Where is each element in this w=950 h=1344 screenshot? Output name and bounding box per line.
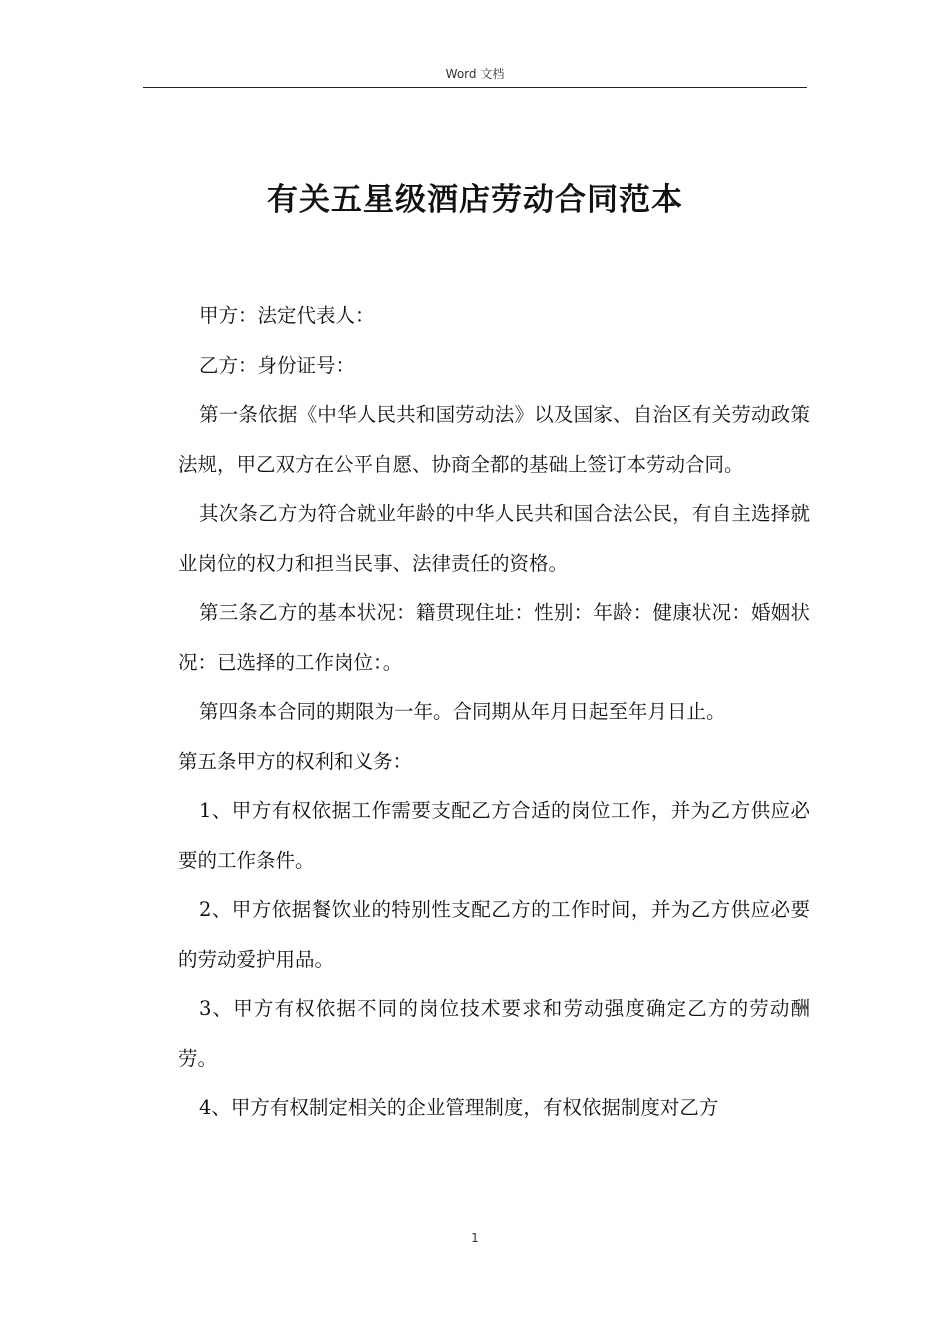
- paragraph-item-4: 4、甲方有权制定相关的企业管理制度，有权依据制度对乙方: [199, 1096, 719, 1119]
- paragraph-article-5: 第五条甲方的权利和义务：: [178, 749, 413, 773]
- document-body: [178, 291, 810, 1133]
- paragraph-item-1: 1、甲方有权依据工作需要支配乙方合适的岗位工作，并为乙方供应必要的工作条件。: [178, 799, 810, 872]
- page-header: Word 文档: [445, 67, 505, 81]
- document-title: 有关五星级酒店劳动合同范本: [267, 181, 683, 218]
- paragraph-item-3: 3、甲方有权依据不同的岗位技术要求和劳动强度确定乙方的劳动酬劳。: [178, 997, 810, 1070]
- page-number: 1: [471, 1231, 479, 1245]
- paragraph-article-3: 第三条乙方的基本状况：籍贯现住址：性别：年龄：健康状况：婚姻状况：已选择的工作岗位：。: [178, 601, 810, 674]
- paragraph-party-a: 甲方：法定代表人：: [199, 304, 375, 327]
- header-divider: [143, 87, 807, 88]
- paragraph-article-2: 其次条乙方为符合就业年龄的中华人民共和国合法公民，有自主选择就业岗位的权力和担当民事、法律责任的资格。: [178, 502, 810, 575]
- paragraph-item-2: 2、甲方依据餐饮业的特别性支配乙方的工作时间，并为乙方供应必要的劳动爱护用品。: [178, 898, 810, 971]
- paragraph-party-b: 乙方：身份证号：: [199, 353, 356, 377]
- paragraph-article-1: 第一条依据《中华人民共和国劳动法》以及国家、自治区有关劳动政策法规，甲乙双方在公平自愿、协商全都的基础上签订本劳动合同。: [178, 403, 810, 476]
- paragraph-article-4: 第四条本合同的期限为一年。合同期从年月日起至年月日止。: [199, 700, 726, 723]
